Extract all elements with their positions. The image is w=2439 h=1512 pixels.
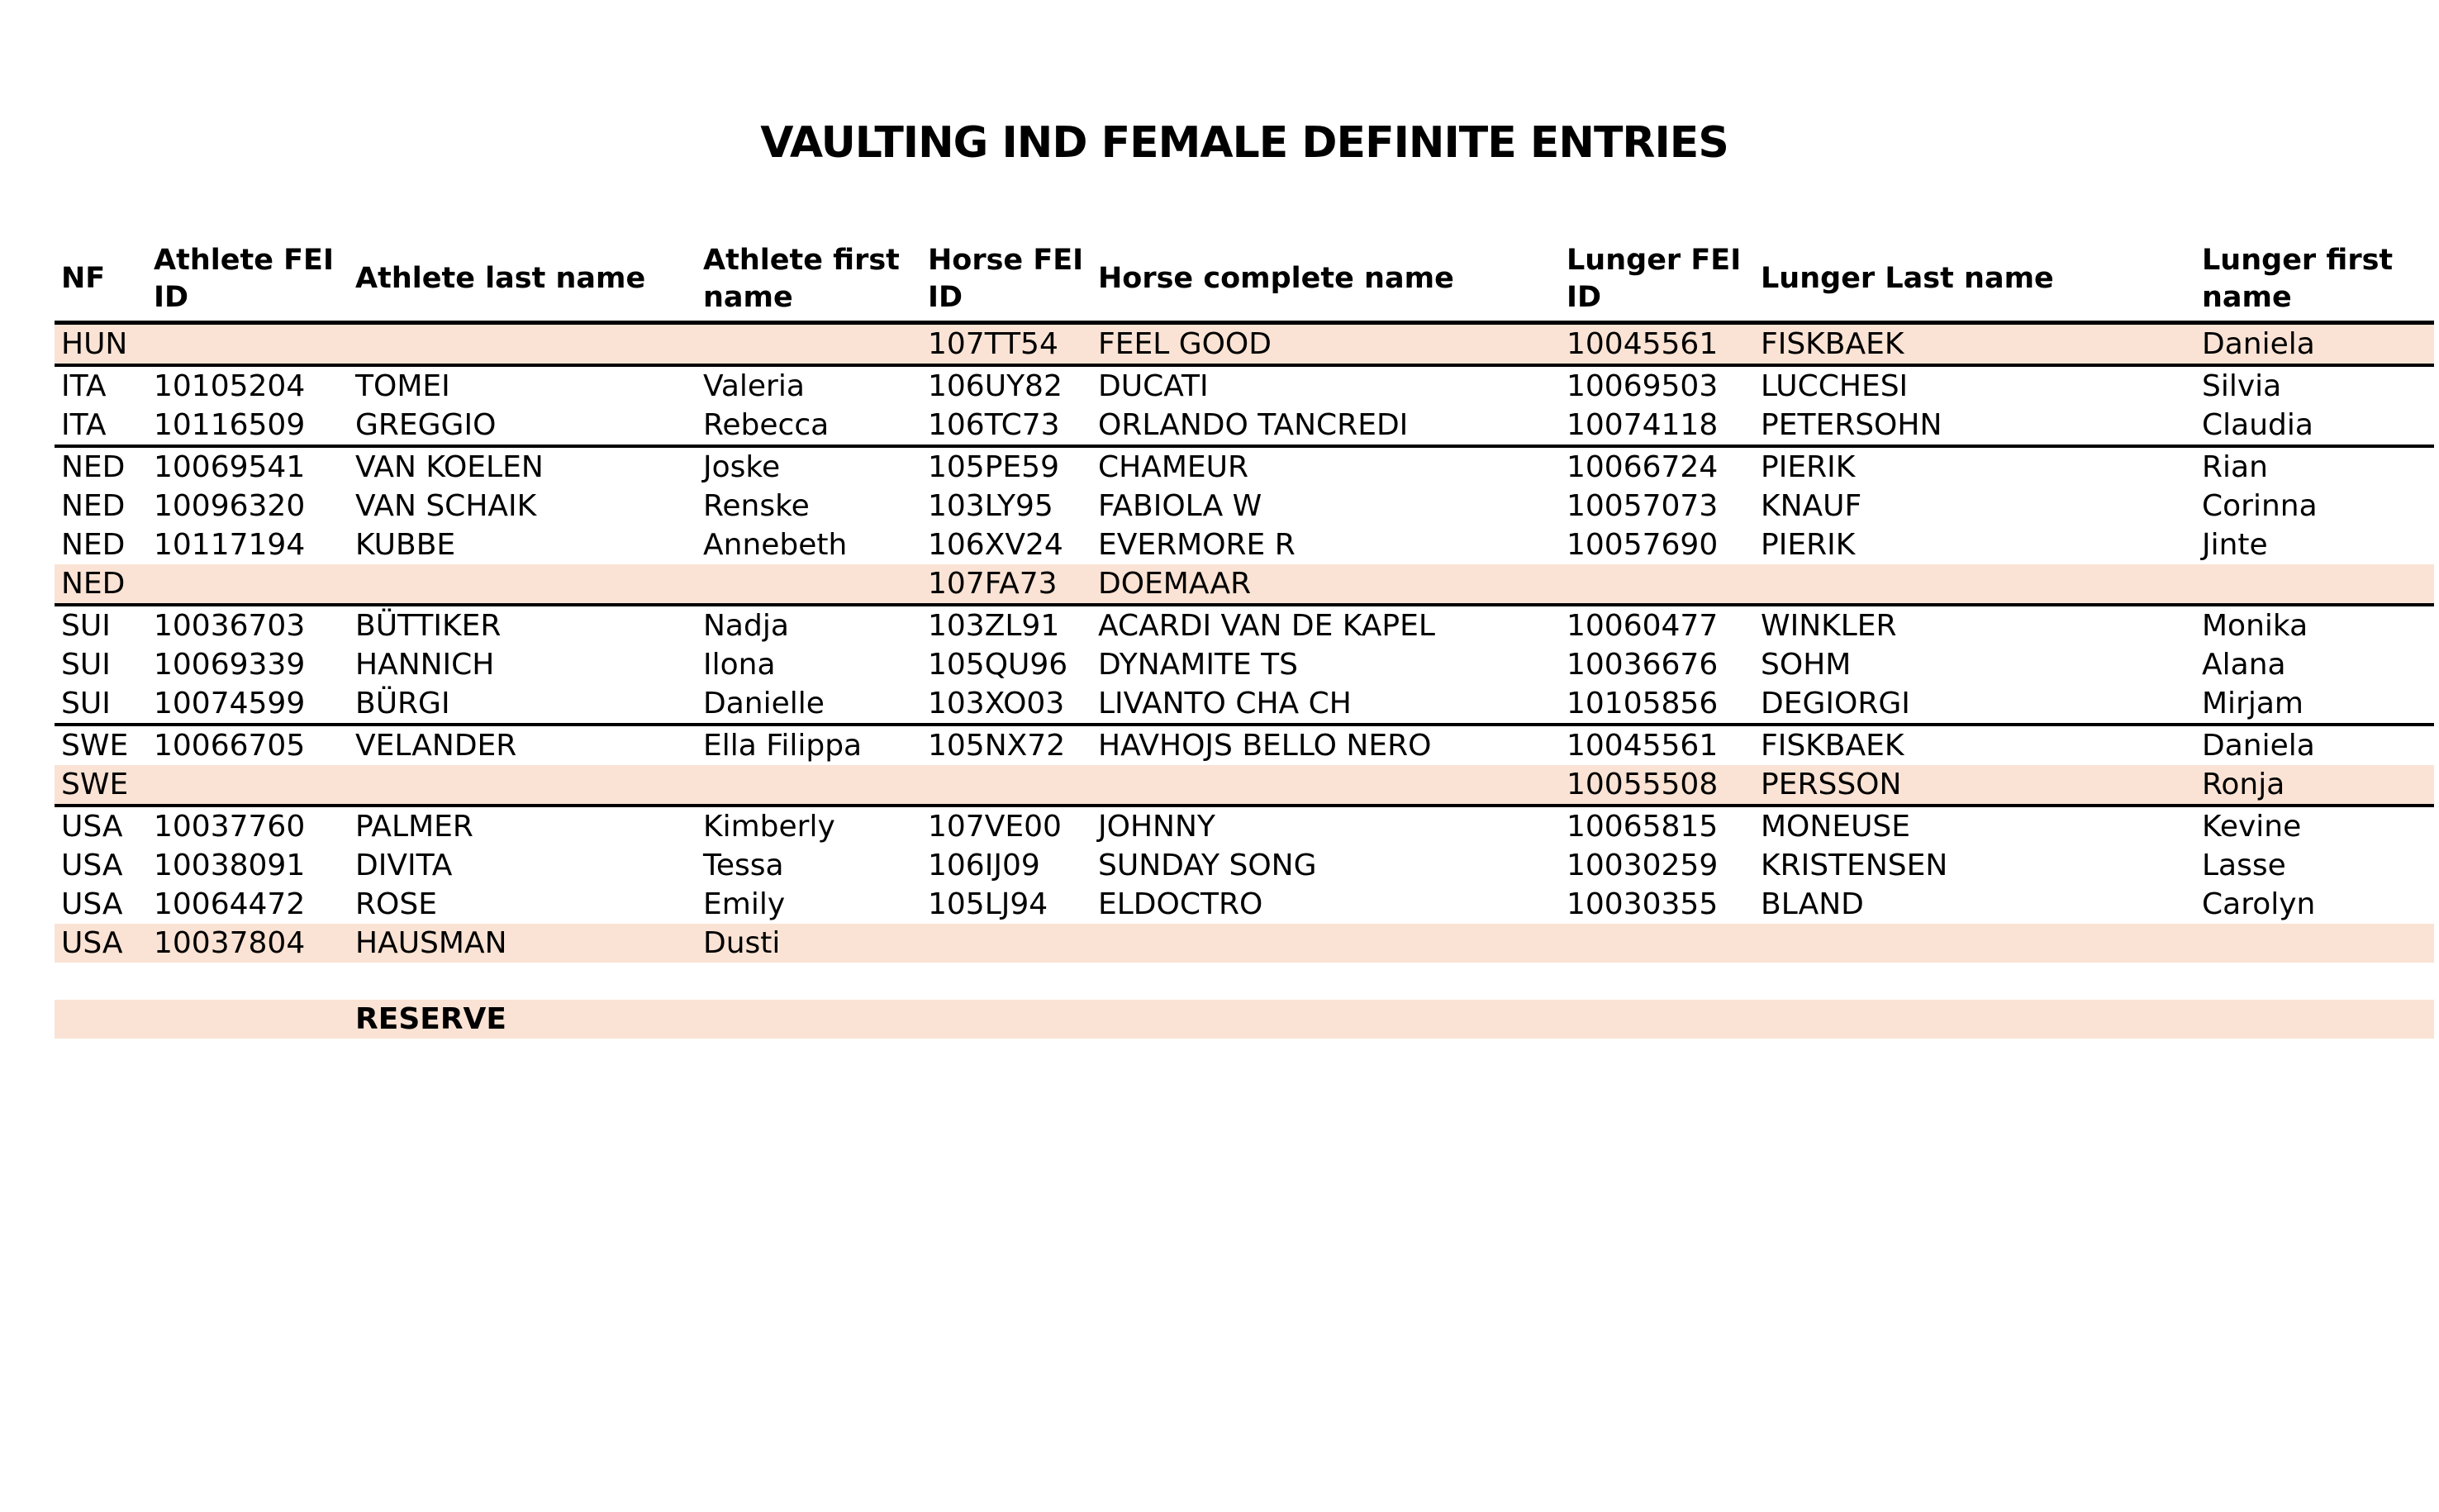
cell-lunger_first_name: Jinte [2202, 527, 2268, 562]
cell-horse_complete_name: SUNDAY SONG [1098, 848, 1317, 882]
column-header-horse_fei_id: Horse FEI ID [928, 243, 1084, 315]
cell-lunger_fei_id: 10057073 [1567, 488, 1719, 523]
cell-athlete_first_name: Kimberly [703, 809, 835, 844]
cell-athlete_first_name: Rebecca [703, 407, 830, 442]
cell-athlete_first_name: Annebeth [703, 527, 848, 562]
cell-athlete_fei_id: 10038091 [154, 848, 306, 882]
cell-lunger_last_name: SOHM [1761, 647, 1852, 682]
cell-athlete_fei_id: 10069541 [154, 449, 306, 484]
cell-lunger_last_name: FISKBAEK [1761, 728, 1904, 763]
cell-nf: SUI [61, 647, 111, 682]
spacer-row [55, 963, 2434, 1000]
cell-athlete_last_name: HAUSMAN [355, 925, 507, 960]
cell-athlete_last_name: KUBBE [355, 527, 456, 562]
cell-lunger_fei_id: 10030259 [1567, 848, 1719, 882]
table-row [55, 606, 2434, 645]
cell-athlete_fei_id: 10037760 [154, 809, 306, 844]
cell-nf: SUI [61, 608, 111, 643]
cell-horse_complete_name: EVERMORE R [1098, 527, 1296, 562]
table-row [55, 448, 2434, 487]
cell-lunger_last_name: BLAND [1761, 887, 1864, 921]
cell-athlete_last_name: TOMEI [355, 368, 450, 403]
cell-lunger_last_name: PIERIK [1761, 527, 1856, 562]
cell-nf: SWE [61, 728, 129, 763]
cell-horse_fei_id: 106UY82 [928, 368, 1063, 403]
cell-athlete_last_name [349, 564, 697, 603]
cell-horse_complete_name: FEEL GOOD [1098, 326, 1272, 361]
column-header-athlete_first_name: Athlete first name [703, 243, 900, 315]
cell-athlete_fei_id [147, 325, 349, 364]
cell-nf: USA [61, 848, 123, 882]
cell-lunger_last_name: MONEUSE [1761, 809, 1911, 844]
cell-lunger_fei_id: 10045561 [1567, 326, 1719, 361]
cell-lunger_last_name [1754, 564, 2195, 603]
cell-lunger_first_name: Rian [2202, 449, 2268, 484]
cell-lunger_fei_id: 10069503 [1567, 368, 1719, 403]
cell-athlete_fei_id: 10037804 [154, 925, 306, 960]
cell-horse_complete_name: DUCATI [1098, 368, 1209, 403]
cell-horse_complete_name [1091, 924, 1560, 963]
cell-lunger_fei_id: 10074118 [1567, 407, 1719, 442]
cell-horse_fei_id [921, 924, 1091, 963]
cell-lunger_first_name: Mirjam [2202, 686, 2304, 720]
cell-nf: USA [61, 925, 123, 960]
cell-lunger_last_name: WINKLER [1761, 608, 1897, 643]
cell-horse_fei_id: 105QU96 [928, 647, 1068, 682]
entries-table [55, 239, 2434, 963]
cell-lunger_first_name: Silvia [2202, 368, 2282, 403]
table-row [55, 765, 2434, 807]
cell-athlete_fei_id: 10066705 [154, 728, 306, 763]
cell-athlete_last_name: HANNICH [355, 647, 495, 682]
cell-horse_complete_name: ELDOCTRO [1098, 887, 1263, 921]
column-header-lunger_first_name: Lunger first name [2202, 243, 2394, 315]
cell-athlete_fei_id: 10117194 [154, 527, 306, 562]
cell-lunger_fei_id: 10045561 [1567, 728, 1719, 763]
cell-nf: HUN [61, 326, 128, 361]
cell-horse_complete_name: ACARDI VAN DE KAPEL [1098, 608, 1435, 643]
cell-lunger_first_name: Corinna [2202, 488, 2318, 523]
cell-nf: USA [61, 887, 123, 921]
cell-athlete_last_name [349, 325, 697, 364]
table-row [55, 807, 2434, 846]
cell-lunger_fei_id [1560, 924, 1754, 963]
cell-lunger_first_name: Claudia [2202, 407, 2313, 442]
cell-athlete_last_name: BÜTTIKER [355, 608, 502, 643]
cell-nf: NED [61, 488, 126, 523]
cell-horse_fei_id: 106IJ09 [928, 848, 1040, 882]
reserve-label: RESERVE [355, 1001, 507, 1036]
cell-horse_complete_name: JOHNNY [1098, 809, 1215, 844]
cell-lunger_last_name: PETERSOHN [1761, 407, 1942, 442]
cell-athlete_fei_id: 10096320 [154, 488, 306, 523]
cell-athlete_first_name: Ella Filippa [703, 728, 863, 763]
cell-lunger_last_name: KNAUF [1761, 488, 1862, 523]
cell-lunger_first_name: Monika [2202, 608, 2308, 643]
cell-athlete_last_name: GREGGIO [355, 407, 497, 442]
column-header-lunger_fei_id: Lunger FEI ID [1567, 243, 1742, 315]
cell-lunger_first_name [2195, 924, 2434, 963]
cell-athlete_last_name: ROSE [355, 887, 437, 921]
cell-athlete_fei_id: 10064472 [154, 887, 306, 921]
cell-lunger_first_name: Carolyn [2202, 887, 2316, 921]
table-row [55, 726, 2434, 765]
cell-athlete_first_name: Ilona [703, 647, 776, 682]
cell-nf: NED [61, 566, 126, 601]
table-row [55, 487, 2434, 525]
table-row [55, 325, 2434, 367]
cell-nf: ITA [61, 407, 107, 442]
cell-nf: SWE [61, 767, 129, 801]
column-header-nf: NF [61, 262, 106, 296]
cell-nf: NED [61, 449, 126, 484]
cell-lunger_last_name: FISKBAEK [1761, 326, 1904, 361]
cell-lunger_first_name [2195, 564, 2434, 603]
cell-athlete_last_name [349, 765, 697, 804]
table-header-row [55, 239, 2434, 325]
cell-athlete_first_name: Valeria [703, 368, 805, 403]
cell-horse_complete_name: FABIOLA W [1098, 488, 1262, 523]
cell-nf: USA [61, 809, 123, 844]
cell-horse_complete_name: LIVANTO CHA CH [1098, 686, 1352, 720]
cell-horse_complete_name: ORLANDO TANCREDI [1098, 407, 1409, 442]
cell-horse_fei_id: 107VE00 [928, 809, 1062, 844]
cell-athlete_first_name: Tessa [703, 848, 784, 882]
cell-horse_fei_id: 105NX72 [928, 728, 1066, 763]
cell-lunger_fei_id: 10065815 [1567, 809, 1719, 844]
table-body [55, 325, 2434, 963]
cell-athlete_first_name: Renske [703, 488, 810, 523]
cell-athlete_last_name: VAN KOELEN [355, 449, 544, 484]
cell-athlete_last_name: VELANDER [355, 728, 517, 763]
cell-lunger_fei_id: 10055508 [1567, 767, 1719, 801]
cell-horse_fei_id: 107TT54 [928, 326, 1058, 361]
cell-lunger_first_name: Lasse [2202, 848, 2286, 882]
cell-lunger_fei_id: 10105856 [1567, 686, 1719, 720]
cell-lunger_first_name: Daniela [2202, 326, 2315, 361]
cell-horse_fei_id: 106TC73 [928, 407, 1060, 442]
cell-athlete_first_name: Joske [703, 449, 781, 484]
cell-athlete_first_name [697, 765, 921, 804]
cell-lunger_last_name: PERSSON [1761, 767, 1902, 801]
cell-lunger_first_name: Alana [2202, 647, 2286, 682]
cell-horse_complete_name: CHAMEUR [1098, 449, 1249, 484]
cell-athlete_fei_id: 10074599 [154, 686, 306, 720]
cell-horse_fei_id: 107FA73 [928, 566, 1058, 601]
cell-athlete_first_name: Nadja [703, 608, 789, 643]
cell-lunger_last_name [1754, 924, 2195, 963]
table-row [55, 885, 2434, 924]
table-row [55, 645, 2434, 684]
cell-athlete_fei_id: 10116509 [154, 407, 306, 442]
column-header-lunger_last_name: Lunger Last name [1761, 262, 2054, 296]
table-row [55, 525, 2434, 564]
cell-lunger_fei_id: 10057690 [1567, 527, 1719, 562]
cell-horse_complete_name: DOEMAAR [1098, 566, 1252, 601]
table-row [55, 406, 2434, 448]
page-title: VAULTING IND FEMALE DEFINITE ENTRIES [760, 118, 1728, 168]
cell-lunger_last_name: LUCCHESI [1761, 368, 1909, 403]
cell-horse_fei_id: 105PE59 [928, 449, 1059, 484]
entries-sheet [55, 118, 2434, 1039]
table-row [55, 564, 2434, 606]
cell-lunger_last_name: DEGIORGI [1761, 686, 1910, 720]
cell-horse_complete_name: DYNAMITE TS [1098, 647, 1298, 682]
cell-nf: NED [61, 527, 126, 562]
cell-lunger_fei_id [1560, 564, 1754, 603]
cell-athlete_first_name [697, 325, 921, 364]
cell-lunger_fei_id: 10066724 [1567, 449, 1719, 484]
cell-horse_fei_id: 103LY95 [928, 488, 1053, 523]
cell-lunger_fei_id: 10036676 [1567, 647, 1719, 682]
cell-athlete_fei_id [147, 564, 349, 603]
cell-athlete_first_name: Danielle [703, 686, 825, 720]
column-header-horse_complete_name: Horse complete name [1098, 262, 1454, 296]
cell-athlete_last_name: DIVITA [355, 848, 453, 882]
cell-nf: ITA [61, 368, 107, 403]
cell-horse_complete_name: HAVHOJS BELLO NERO [1098, 728, 1432, 763]
cell-lunger_last_name: PIERIK [1761, 449, 1856, 484]
cell-athlete_fei_id [147, 765, 349, 804]
cell-lunger_last_name: KRISTENSEN [1761, 848, 1948, 882]
cell-athlete_fei_id: 10069339 [154, 647, 306, 682]
cell-lunger_fei_id: 10060477 [1567, 608, 1719, 643]
cell-horse_fei_id: 106XV24 [928, 527, 1063, 562]
reserve-row [55, 1000, 2434, 1039]
cell-lunger_first_name: Kevine [2202, 809, 2302, 844]
cell-lunger_fei_id: 10030355 [1567, 887, 1719, 921]
table-row [55, 924, 2434, 963]
cell-athlete_last_name: VAN SCHAIK [355, 488, 537, 523]
cell-horse_fei_id: 103ZL91 [928, 608, 1060, 643]
table-row [55, 684, 2434, 726]
cell-athlete_first_name: Dusti [703, 925, 781, 960]
table-row [55, 367, 2434, 406]
cell-horse_fei_id: 105LJ94 [928, 887, 1048, 921]
column-header-athlete_last_name: Athlete last name [355, 262, 646, 296]
cell-horse_complete_name [1091, 765, 1560, 804]
cell-athlete_first_name: Emily [703, 887, 786, 921]
cell-athlete_last_name: PALMER [355, 809, 473, 844]
cell-athlete_fei_id: 10036703 [154, 608, 306, 643]
cell-athlete_last_name: BÜRGI [355, 686, 450, 720]
cell-horse_fei_id [921, 765, 1091, 804]
cell-horse_fei_id: 103XO03 [928, 686, 1065, 720]
cell-athlete_fei_id: 10105204 [154, 368, 306, 403]
cell-athlete_first_name [697, 564, 921, 603]
table-row [55, 846, 2434, 885]
column-header-athlete_fei_id: Athlete FEI ID [154, 243, 334, 315]
cell-lunger_first_name: Daniela [2202, 728, 2315, 763]
cell-lunger_first_name: Ronja [2202, 767, 2285, 801]
cell-nf: SUI [61, 686, 111, 720]
